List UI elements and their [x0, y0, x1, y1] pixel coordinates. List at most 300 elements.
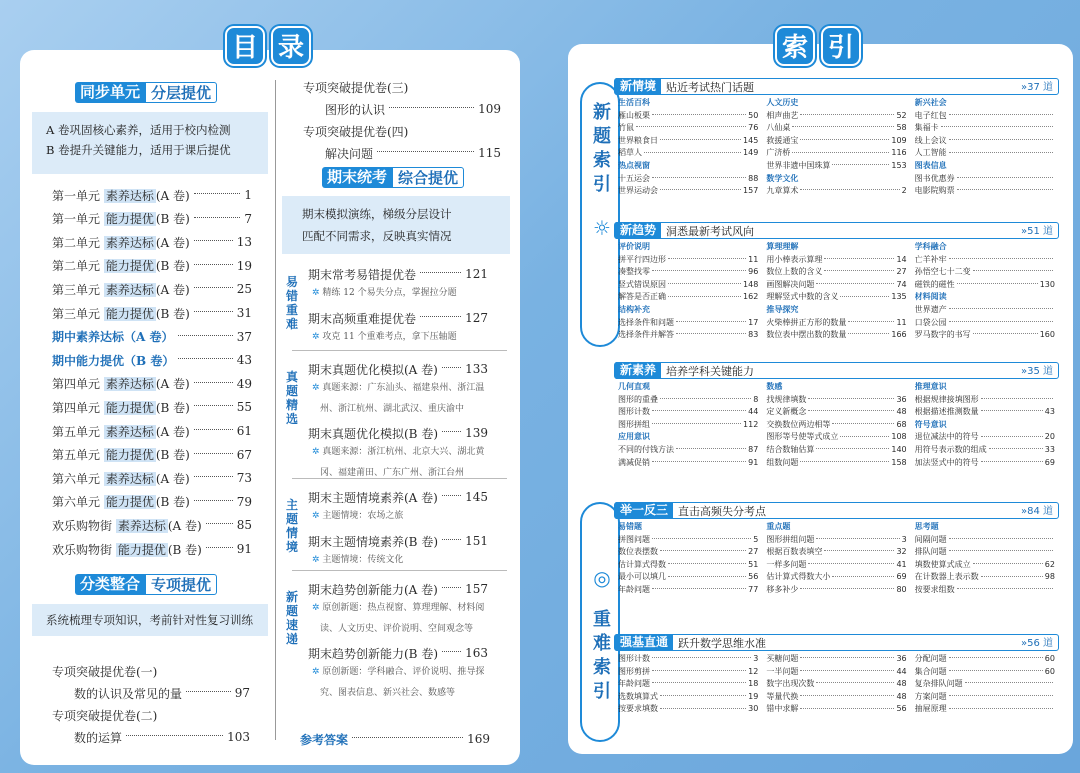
index-item[interactable]	[915, 266, 1055, 279]
index-item[interactable]	[766, 678, 906, 691]
index-item[interactable]	[766, 329, 906, 342]
index-column	[915, 381, 1055, 469]
leader-dots	[194, 382, 233, 383]
index-item[interactable]	[766, 279, 906, 292]
index-item[interactable]	[915, 691, 1055, 704]
class-header-sub: 专项提优	[145, 574, 217, 595]
target-icon: ◎	[593, 566, 611, 590]
index-item-label: 图形剪拼	[618, 666, 650, 676]
unit-paper: (A 卷)	[155, 282, 190, 297]
note-marker-icon: ✲	[312, 332, 323, 342]
index-category: 算理理解	[766, 242, 799, 251]
index-item[interactable]	[618, 266, 758, 279]
leader-dots	[194, 311, 233, 312]
group-separator	[292, 478, 507, 479]
unit-page: 43	[236, 353, 252, 368]
index-item[interactable]	[915, 279, 1055, 292]
unit-row[interactable]	[52, 280, 252, 298]
index-item[interactable]	[766, 584, 906, 597]
unit-level: 能力提优	[105, 495, 154, 510]
unit-row[interactable]	[52, 469, 252, 487]
exam-label: 期末趋势创新能力(B 卷)	[308, 646, 438, 661]
index-item-page: 32	[896, 547, 907, 557]
index-item[interactable]	[766, 110, 906, 123]
unit-label	[52, 210, 190, 227]
leader-dots	[949, 657, 1043, 658]
index-item-label: 相声曲艺	[766, 110, 799, 120]
special-row[interactable]	[303, 78, 453, 96]
group-label-char: 真	[285, 370, 298, 384]
leader-dots	[668, 258, 746, 259]
index-item-label: 一半问题	[766, 666, 799, 676]
index-item-page: 51	[748, 559, 759, 569]
index-category: 应用意识	[618, 432, 650, 442]
leader-dots	[442, 587, 461, 588]
unit-level: 素养达标	[105, 424, 154, 439]
unit-page: 49	[236, 376, 252, 391]
leader-dots	[442, 651, 461, 652]
unit-name: 第二单元	[52, 235, 104, 250]
section-header[interactable]	[614, 222, 1059, 239]
index-item-page: 140	[891, 444, 907, 454]
index-item-label: 定义新概念	[766, 407, 807, 417]
unit-name: 欢乐购物街	[52, 518, 116, 533]
unit-level: 能力提优	[105, 306, 154, 321]
exam-note-text: 主题情境：传统文化	[322, 555, 404, 565]
section-columns	[614, 381, 1059, 469]
unit-name: 第二单元	[52, 259, 104, 274]
unit-label	[52, 281, 190, 298]
index-item[interactable]	[915, 431, 1055, 444]
index-category: 新兴社会	[914, 98, 947, 107]
index-item[interactable]	[915, 653, 1055, 666]
index-item-label: 集合问题	[914, 666, 947, 676]
index-column	[915, 653, 1055, 716]
index-item[interactable]	[915, 546, 1055, 559]
leader-dots	[676, 333, 746, 334]
leader-dots	[981, 410, 1043, 411]
answer-row[interactable]	[300, 730, 490, 748]
unit-label	[52, 423, 190, 440]
index-item[interactable]	[766, 291, 906, 304]
exam-row[interactable]	[308, 360, 488, 378]
exam-note-text: 原创新题：学科融合、评价说明、推导探	[322, 667, 485, 677]
leader-dots	[676, 448, 746, 449]
section-header[interactable]	[614, 502, 1059, 519]
index-item-label: 按要求填数	[618, 704, 658, 714]
sidebar-char: 引	[593, 681, 611, 702]
index-item[interactable]	[618, 678, 758, 691]
index-item[interactable]	[618, 110, 758, 123]
leader-dots	[194, 500, 233, 501]
index-item[interactable]	[915, 444, 1055, 457]
leader-dots	[652, 114, 746, 115]
leader-dots	[824, 270, 894, 271]
special-row[interactable]	[74, 728, 250, 746]
leader-dots	[652, 177, 746, 178]
leader-dots	[941, 126, 1053, 127]
index-item[interactable]	[766, 406, 906, 419]
leader-dots	[840, 436, 889, 437]
index-item[interactable]	[915, 329, 1055, 342]
index-item[interactable]	[766, 457, 906, 470]
index-item-page: 109	[891, 135, 907, 145]
index-item[interactable]	[915, 185, 1055, 198]
leader-dots	[660, 695, 746, 696]
index-item[interactable]	[915, 304, 1055, 317]
index-item[interactable]	[766, 653, 906, 666]
unit-row[interactable]	[52, 540, 252, 558]
index-item-page: 112	[743, 419, 759, 429]
index-item[interactable]	[766, 394, 906, 407]
index-item-label: 竹鼠	[618, 123, 634, 133]
leader-dots	[206, 547, 233, 548]
index-item[interactable]	[618, 329, 758, 342]
unit-row[interactable]	[52, 328, 252, 346]
unit-page: 91	[236, 542, 252, 556]
exam-row[interactable]	[308, 580, 488, 598]
special-label: 专项突破提优卷(四)	[303, 124, 409, 139]
index-item-label: 间隔问题	[914, 534, 947, 544]
index-item[interactable]	[618, 559, 758, 572]
group-label	[285, 498, 299, 554]
index-item[interactable]	[618, 185, 758, 198]
index-item-page: 62	[1044, 559, 1055, 569]
index-category: 材料阅读	[914, 292, 947, 302]
index-item[interactable]	[915, 173, 1055, 186]
index-item[interactable]	[766, 534, 906, 547]
index-item[interactable]	[915, 394, 1055, 407]
leader-dots	[660, 708, 746, 709]
exam-note	[312, 444, 484, 457]
leader-dots	[981, 398, 1053, 399]
index-item[interactable]	[915, 317, 1055, 330]
index-item[interactable]	[766, 559, 906, 572]
index-item[interactable]	[766, 122, 906, 135]
index-category: 推理意识	[914, 382, 947, 391]
unit-paper: (B 卷)	[155, 259, 190, 274]
index-item-label: 排队问题	[914, 547, 947, 557]
index-item-label: 数位表摆数	[618, 547, 658, 557]
unit-row[interactable]	[52, 186, 252, 204]
index-item[interactable]	[766, 666, 906, 679]
index-column	[618, 97, 758, 198]
unit-row[interactable]	[52, 257, 252, 275]
section-header[interactable]	[614, 78, 1059, 95]
leader-dots	[668, 576, 746, 577]
index-item[interactable]	[766, 703, 906, 716]
index-item[interactable]	[618, 546, 758, 559]
index-item[interactable]	[618, 691, 758, 704]
index-item-page: 8	[753, 394, 759, 404]
index-item[interactable]	[618, 279, 758, 292]
exam-row[interactable]	[308, 309, 488, 327]
unit-name: 欢乐购物街	[52, 542, 116, 557]
index-item[interactable]	[766, 317, 906, 330]
unit-paper: (B 卷)	[155, 306, 190, 321]
exam-note	[312, 380, 484, 393]
final-header-sub: 综合提优	[392, 167, 464, 188]
sync-box-line: B 卷提升关键能力，适用于课后提优	[46, 143, 231, 157]
index-item-label: 拼平行四边形	[618, 254, 666, 264]
index-item-label: 估计算式得数	[618, 559, 666, 569]
leader-dots	[816, 538, 899, 539]
index-category: 数感	[766, 382, 783, 391]
unit-label	[52, 305, 190, 322]
group-label-char: 境	[285, 540, 298, 554]
section-columns	[614, 653, 1059, 716]
index-item[interactable]	[618, 653, 758, 666]
index-item[interactable]	[618, 457, 758, 470]
leader-dots	[194, 429, 233, 430]
index-item-page: 48	[896, 691, 907, 701]
unit-level: 能力提优	[105, 400, 154, 415]
leader-dots	[652, 423, 741, 424]
index-item[interactable]	[618, 534, 758, 547]
unit-label	[52, 541, 202, 558]
index-item-page: 52	[896, 110, 907, 120]
unit-page: 37	[236, 329, 252, 344]
index-item[interactable]	[618, 291, 758, 304]
exam-page: 145	[465, 490, 488, 504]
leader-dots	[194, 264, 233, 265]
section-header[interactable]	[614, 634, 1059, 651]
index-item[interactable]	[618, 135, 758, 148]
index-item-label: 九章算术	[766, 186, 799, 196]
exam-page: 163	[465, 646, 488, 660]
leader-dots	[178, 335, 233, 336]
leader-dots	[660, 550, 746, 551]
unit-label	[52, 517, 202, 534]
leader-dots	[442, 367, 461, 368]
group-separator	[292, 350, 507, 351]
index-category: 评价说明	[618, 242, 650, 251]
exam-row[interactable]	[308, 644, 488, 662]
index-item[interactable]	[618, 122, 758, 135]
special-row[interactable]	[325, 100, 501, 118]
index-item[interactable]	[915, 571, 1055, 584]
unit-row[interactable]	[52, 233, 252, 251]
leader-dots	[206, 523, 233, 524]
section-desc: 洞悉最新考试风向	[666, 224, 755, 238]
index-item-label: 用符号表示数的组成	[914, 444, 987, 454]
index-item-label: 拼图问题	[618, 534, 650, 544]
index-item[interactable]	[766, 147, 906, 160]
index-item[interactable]	[915, 135, 1055, 148]
index-item[interactable]	[766, 185, 906, 198]
index-item[interactable]	[915, 122, 1055, 135]
group-label-char: 题	[285, 384, 298, 398]
title-char: 目	[225, 26, 265, 66]
special-row[interactable]	[52, 662, 202, 680]
leader-dots	[652, 588, 746, 589]
section-header[interactable]	[614, 362, 1059, 379]
index-item-label: 图形的重叠	[618, 394, 658, 404]
index-item[interactable]	[766, 135, 906, 148]
index-item-page: 48	[896, 407, 907, 417]
index-item-label: 选择条件和问题	[618, 317, 674, 327]
exam-note	[312, 329, 457, 342]
unit-level: 素养达标	[105, 377, 154, 392]
leader-dots	[194, 405, 233, 406]
group-label-char: 重	[285, 303, 298, 317]
special-row[interactable]	[74, 684, 250, 702]
index-item[interactable]	[915, 666, 1055, 679]
leader-dots	[442, 431, 461, 432]
index-item-page: 158	[891, 457, 907, 467]
index-item-page: 76	[748, 123, 759, 133]
index-item-page: 50	[748, 110, 759, 120]
index-item[interactable]	[915, 678, 1055, 691]
sidebar-char: 难	[593, 633, 611, 654]
index-item[interactable]	[618, 406, 758, 419]
index-item[interactable]	[915, 703, 1055, 716]
unit-row[interactable]	[52, 304, 252, 322]
index-item-page: 44	[748, 407, 759, 417]
special-page: 109	[478, 102, 501, 116]
unit-row[interactable]	[52, 516, 252, 534]
leader-dots	[194, 476, 233, 477]
special-row[interactable]	[52, 706, 202, 724]
index-item[interactable]	[915, 559, 1055, 572]
index-item[interactable]	[915, 147, 1055, 160]
unit-row[interactable]	[52, 422, 252, 440]
index-item[interactable]	[766, 160, 906, 173]
leader-dots	[824, 550, 894, 551]
index-item[interactable]	[915, 110, 1055, 123]
class-header	[75, 574, 217, 595]
leader-dots	[194, 287, 233, 288]
leader-dots	[652, 538, 751, 539]
index-item-page: 27	[896, 267, 907, 277]
unit-row[interactable]	[52, 210, 252, 228]
unit-row[interactable]	[52, 493, 252, 511]
toc-title	[225, 26, 311, 66]
unit-label	[52, 352, 174, 369]
exam-note	[312, 664, 484, 677]
exam-row[interactable]	[308, 424, 488, 442]
index-column	[915, 97, 1055, 198]
index-item-page: 87	[748, 444, 759, 454]
index-item-label: 数位上数的含义	[766, 267, 823, 277]
index-section	[614, 502, 1059, 597]
unit-row[interactable]	[52, 398, 252, 416]
index-item-label: 竖式错误原因	[618, 279, 666, 289]
leader-dots	[949, 258, 1053, 259]
leader-dots	[389, 107, 474, 108]
unit-row[interactable]	[52, 351, 252, 369]
exam-note-text: 攻克 11 个重难考点，拿下压轴题	[322, 332, 457, 342]
index-item[interactable]	[618, 147, 758, 160]
index-item[interactable]	[618, 173, 758, 186]
leader-dots	[973, 333, 1038, 334]
index-item[interactable]	[766, 546, 906, 559]
index-item-page: 18	[748, 679, 759, 689]
index-item[interactable]	[915, 584, 1055, 597]
index-item-page: 148	[743, 279, 759, 289]
group-label-char: 错	[285, 289, 298, 303]
index-item-page: 91	[748, 457, 759, 467]
special-label: 图形的认识	[325, 102, 386, 117]
index-item[interactable]	[915, 406, 1055, 419]
leader-dots	[832, 423, 894, 424]
leader-dots	[949, 114, 1053, 115]
leader-dots	[676, 321, 746, 322]
index-item-page: 30	[748, 704, 759, 714]
index-item[interactable]	[766, 266, 906, 279]
index-category: 结构补充	[618, 304, 650, 314]
exam-row[interactable]	[308, 265, 488, 283]
index-item[interactable]	[766, 254, 906, 267]
index-item[interactable]	[618, 571, 758, 584]
section-tag: 举一反三	[615, 502, 673, 519]
index-item-label: 移多补少	[766, 584, 799, 594]
unit-paper: (A 卷)	[155, 377, 190, 392]
index-item[interactable]	[766, 571, 906, 584]
index-item[interactable]	[618, 584, 758, 597]
index-title	[775, 26, 861, 66]
index-item[interactable]	[915, 254, 1055, 267]
leader-dots	[949, 695, 1053, 696]
index-item[interactable]	[618, 254, 758, 267]
group-label-char: 情	[285, 526, 298, 540]
leader-dots	[808, 398, 894, 399]
index-item-label: 用小棒表示算理	[766, 254, 823, 264]
exam-row[interactable]	[308, 532, 488, 550]
unit-page: 85	[236, 518, 252, 533]
index-item[interactable]	[618, 666, 758, 679]
index-item[interactable]	[766, 444, 906, 457]
index-item[interactable]	[915, 534, 1055, 547]
index-item[interactable]	[618, 444, 758, 457]
index-item-page: 33	[1044, 444, 1055, 454]
unit-row[interactable]	[52, 375, 252, 393]
special-row[interactable]	[303, 122, 453, 140]
exam-row[interactable]	[308, 488, 488, 506]
unit-paper: (A 卷)	[155, 188, 190, 203]
leader-dots	[949, 550, 1053, 551]
index-item-label: 分配问题	[914, 654, 947, 663]
index-item-label: 稻草人	[618, 148, 642, 158]
index-item-page: 48	[896, 679, 907, 689]
exam-note-cont: 州、浙江杭州、湖北武汉、重庆渝中	[320, 404, 465, 414]
index-item-label: 根据规律接填图形	[914, 394, 979, 404]
special-row[interactable]	[325, 144, 501, 162]
index-item[interactable]	[915, 457, 1055, 470]
index-item-label: 口袋公园	[914, 317, 947, 327]
unit-row[interactable]	[52, 446, 252, 464]
index-item-label: 图形计数	[618, 654, 650, 663]
leader-dots	[949, 538, 1053, 539]
index-item[interactable]	[618, 317, 758, 330]
index-item-label: 退位减法中的符号	[914, 432, 979, 442]
index-item[interactable]	[618, 394, 758, 407]
group-label	[285, 590, 299, 646]
unit-name: 第四单元	[52, 400, 104, 415]
index-item-label: 理解竖式中数的含义	[766, 292, 839, 302]
leader-dots	[194, 453, 233, 454]
index-item[interactable]	[766, 419, 906, 432]
index-item[interactable]	[618, 419, 758, 432]
index-item[interactable]	[618, 703, 758, 716]
index-item-page: 145	[743, 135, 759, 145]
index-item[interactable]	[766, 431, 906, 444]
leader-dots	[800, 670, 894, 671]
index-item-label: 图形拼组问题	[766, 534, 815, 544]
special-label: 解决问题	[325, 146, 374, 161]
index-item[interactable]	[766, 691, 906, 704]
index-item-label: 找规律填数	[766, 394, 807, 404]
